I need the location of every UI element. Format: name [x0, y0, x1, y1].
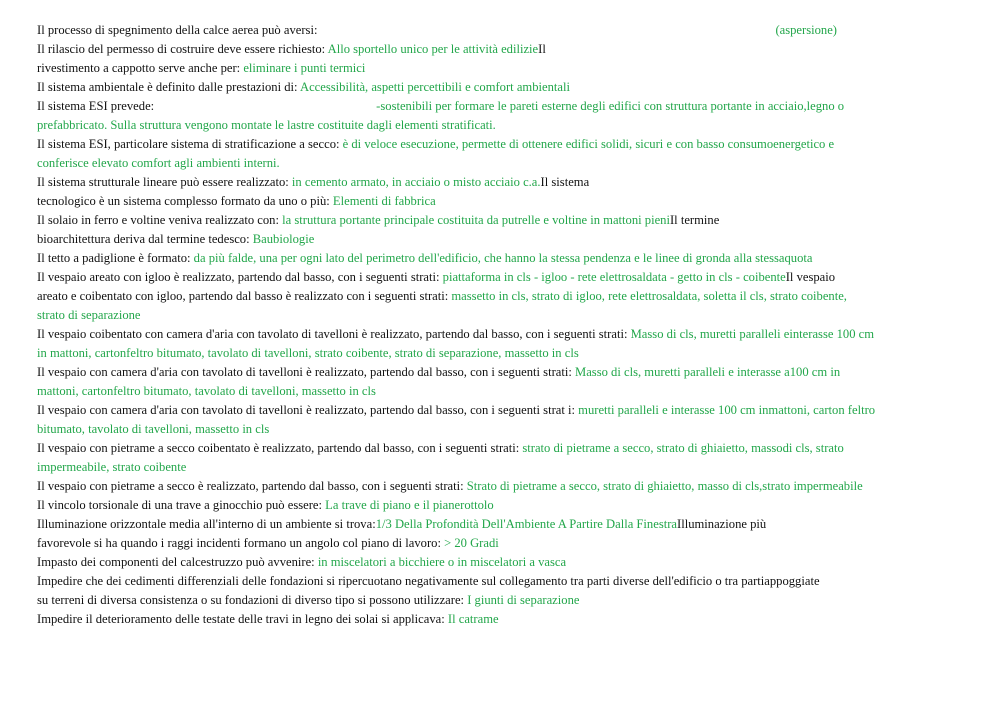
answer-text: Masso di cls, muretti paralleli e interasse a100 cm in	[575, 365, 841, 379]
text-line	[37, 496, 494, 515]
answer-text: impermeabile, strato coibente	[37, 460, 187, 474]
text-line	[37, 173, 589, 192]
text-line	[37, 439, 844, 458]
answer-text: strato di pietrame a secco, strato di ghiaietto, massodi cls, strato	[522, 441, 844, 455]
question-text: Il vespaio coibentato con camera d'aria con tavolato di tavelloni è realizzato, partendo dal basso, con i seguenti strati:	[37, 327, 631, 341]
question-text: Il sistema ambientale è definito dalle prestazioni di:	[37, 80, 300, 94]
question-text: Impedire che dei cedimenti differenziali delle fondazioni si ripercuotano negativamente sul collegamento tra parti diverse dell'edificio o tra partiappoggiate	[37, 574, 820, 588]
question-text: rivestimento a cappotto serve anche per:	[37, 61, 244, 75]
question-text: Il sistema strutturale lineare può essere realizzato:	[37, 175, 292, 189]
answer-text: in cemento armato, in acciaio o misto acciaio c.a.	[291, 175, 541, 189]
text-line	[37, 363, 840, 382]
text-line	[37, 515, 766, 534]
text-line	[37, 610, 499, 629]
question-text: Il vespaio con camera d'aria con tavolato di tavelloni è realizzato, partendo dal basso, con i seguenti strat i:	[37, 403, 579, 417]
text-line	[37, 420, 269, 439]
answer-text: eliminare i punti termici	[243, 61, 366, 75]
answer-text: Strato di pietrame a secco, strato di ghiaietto, masso di cls,strato impermeabile	[466, 479, 863, 493]
answer-text: è di veloce esecuzione, permette di ottenere edifici solidi, sicuri e con basso consumoenergetico e	[342, 137, 835, 151]
answer-text: Il catrame	[447, 612, 499, 626]
text-line	[37, 382, 376, 401]
question-text: Il sistema ESI, particolare sistema di stratificazione a secco:	[37, 137, 343, 151]
question-text: tecnologico è un sistema complesso formato da uno o più:	[37, 194, 333, 208]
text-line	[37, 553, 566, 572]
question-text: Il sistema	[540, 175, 590, 189]
answer-text: Accessibilità, aspetti percettibili e comfort ambientali	[300, 80, 570, 94]
text-line	[37, 192, 436, 211]
answer-text: strato di separazione	[37, 308, 141, 322]
question-text: Impasto dei componenti del calcestruzzo può avvenire:	[37, 555, 318, 569]
answer-text: muretti paralleli e interasse 100 cm inmattoni, carton feltro	[578, 403, 876, 417]
text-line	[37, 78, 570, 97]
text-line	[37, 116, 496, 135]
text-line	[37, 21, 837, 40]
answer-text: massetto in cls, strato di igloo, rete elettrosaldata, soletta il cls, strato coibente,	[451, 289, 847, 303]
answer-text: mattoni, cartonfeltro bitumato, tavolato di tavelloni, massetto in cls	[37, 384, 376, 398]
question-text: Il termine	[669, 213, 720, 227]
question-text: Il vespaio	[785, 270, 836, 284]
question-text: Il rilascio del permesso di costruire deve essere richiesto:	[37, 42, 328, 56]
answer-text: conferisce elevato comfort agli ambienti interni.	[37, 156, 280, 170]
text-line	[37, 591, 579, 610]
answer-text: Baubiologie	[252, 232, 315, 246]
text-line	[37, 230, 314, 249]
question-text: Illuminazione più	[677, 517, 767, 531]
question-text: Il tetto a padiglione è formato:	[37, 251, 194, 265]
text-line	[37, 306, 141, 325]
text-line	[37, 287, 847, 306]
question-text: Il vincolo torsionale di una trave a ginocchio può essere:	[37, 498, 326, 512]
question-text: Il sistema ESI prevede:	[37, 99, 155, 113]
question-text: Illuminazione orizzontale media all'interno di un ambiente si trova:	[37, 517, 376, 531]
answer-text: Allo sportello unico per le attività edilizie	[327, 42, 539, 56]
question-text: Impedire il deterioramento delle testate delle travi in legno dei solai si applicava:	[37, 612, 448, 626]
text-line	[37, 268, 835, 287]
answer-text: Masso di cls, muretti paralleli einterasse 100 cm	[630, 327, 875, 341]
text-line	[37, 534, 499, 553]
question-text: Il	[538, 42, 546, 56]
answer-text: 1/3 Della Profondità Dell'Ambiente A Partire Dalla Finestra	[375, 517, 678, 531]
answer-text: -sostenibili per formare le pareti esterne degli edifici con struttura portante in acciaio,legno o	[376, 99, 845, 113]
answer-text: la struttura portante principale costituita da putrelle e voltine in mattoni pieni	[282, 213, 670, 227]
answer-text: in mattoni, cartonfeltro bitumato, tavolato di tavelloni, strato coibente, strato di separazione, massetto in cls	[37, 346, 579, 360]
text-line	[37, 249, 812, 268]
answer-text: (aspersione)	[775, 23, 837, 37]
text-line	[37, 572, 820, 591]
question-text: Il solaio in ferro e voltine veniva realizzato con:	[37, 213, 283, 227]
text-line	[37, 401, 875, 420]
question-text: areato e coibentato con igloo, partendo dal basso è realizzato con i seguenti strati:	[37, 289, 452, 303]
question-text: favorevole si ha quando i raggi incidenti formano un angolo col piano di lavoro:	[37, 536, 445, 550]
question-text: su terreni di diversa consistenza o su fondazioni di diverso tipo si possono utilizzare:	[37, 593, 468, 607]
question-text: Il processo di spegnimento della calce aerea può aversi:	[37, 23, 318, 37]
answer-text: piattaforma in cls - igloo - rete elettrosaldata - getto in cls - coibente	[442, 270, 786, 284]
question-text: Il vespaio con camera d'aria con tavolato di tavelloni è realizzato, partendo dal basso, con i seguenti strati:	[37, 365, 576, 379]
answer-text: da più falde, una per ogni lato del perimetro dell'edificio, che hanno la stessa pendenza e le linee di gronda alla stessaquota	[193, 251, 813, 265]
text-line	[37, 211, 719, 230]
text-line	[37, 135, 834, 154]
text-line	[37, 40, 546, 59]
answer-text: > 20 Gradi	[444, 536, 499, 550]
text-line	[37, 59, 365, 78]
answer-text: I giunti di separazione	[467, 593, 580, 607]
answer-text: bitumato, tavolato di tavelloni, massetto in cls	[37, 422, 270, 436]
text-line	[37, 477, 863, 496]
text-line	[37, 154, 280, 173]
text-line	[37, 344, 579, 363]
question-text: Il vespaio areato con igloo è realizzato, partendo dal basso, con i seguenti strati:	[37, 270, 443, 284]
answer-text: in miscelatori a bicchiere o in miscelatori a vasca	[317, 555, 567, 569]
question-text: Il vespaio con pietrame a secco è realizzato, partendo dal basso, con i seguenti strati:	[37, 479, 467, 493]
answer-text: prefabbricato. Sulla struttura vengono montate le lastre costituite dagli elementi stratificati.	[37, 118, 496, 132]
question-text: bioarchitettura deriva dal termine tedesco:	[37, 232, 253, 246]
answer-text: La trave di piano e il pianerottolo	[325, 498, 494, 512]
question-text: Il vespaio con pietrame a secco coibentato è realizzato, partendo dal basso, con i seguenti strati:	[37, 441, 523, 455]
text-line	[37, 325, 874, 344]
answer-text: Elementi di fabbrica	[332, 194, 436, 208]
text-line	[37, 458, 186, 477]
text-line	[37, 97, 844, 116]
